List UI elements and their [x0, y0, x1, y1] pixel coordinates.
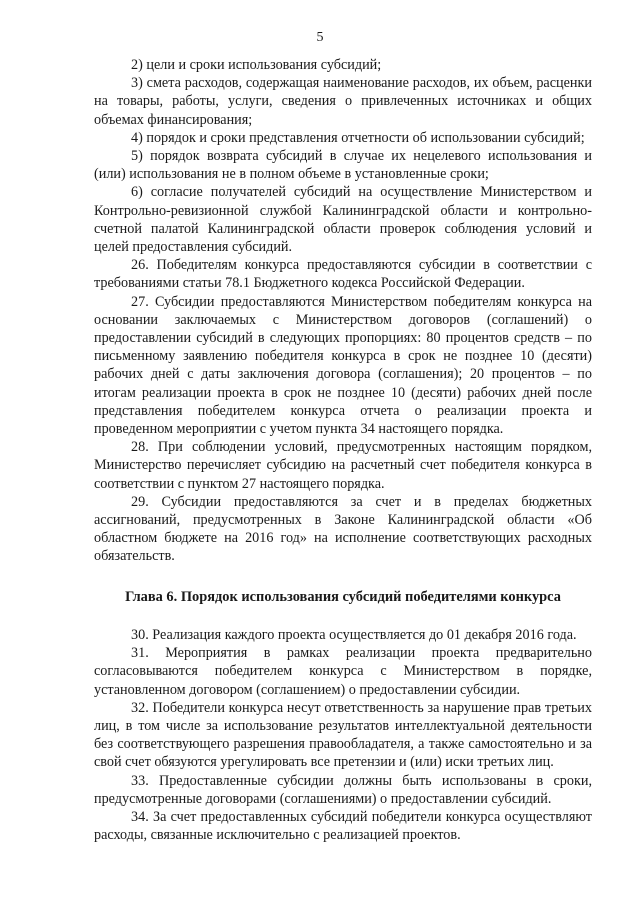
chapter-heading: Глава 6. Порядок использования субсидий победителями конкурса — [125, 588, 561, 605]
list-item-5: 5) порядок возврата субсидий в случае их нецелевого использования и (или) использования не в полном объеме в установленные сроки; — [94, 148, 592, 183]
list-item-2: 2) цели и сроки использования субсидий; — [131, 57, 382, 73]
list-item-3: 3) смета расходов, содержащая наименование расходов, их объем, расценки на товары, работы, услуги, сведения о привлеченных источниках и общих объемах финансирования; — [94, 75, 592, 128]
list-item-4: 4) порядок и сроки представления отчетности об использовании субсидий; — [131, 129, 585, 146]
page-number: 5 — [316, 30, 324, 45]
clause-30: 30. Реализация каждого проекта осуществляется до 01 декабря 2016 года. — [131, 626, 577, 643]
clause-32: 32. Победители конкурса несут ответственность за нарушение прав третьих лиц, в том числе за использование результатов интеллектуальной деятельности без соответствующего разрешения правообладателя, а также самостоятельно и за свой счет обязуются урегулировать все претензии и (или) иски третьих лиц. — [94, 699, 592, 771]
clause-26: 26. Победителям конкурса предоставляются субсидии в соответствии с требованиями статьи 78.1 Бюджетного кодекса Российской Федерации. — [94, 257, 592, 292]
clause-28: 28. При соблюдении условий, предусмотренных настоящим порядком, Министерство перечисляет субсидию на расчетный счет победителя конкурса в соответствии с пунктом 27 настоящего порядка. — [94, 439, 592, 492]
clause-27: 27. Субсидии предоставляются Министерством победителям конкурса на основании заключаемых с Министерством договоров (соглашений) о предоставлении субсидий в следующих пропорциях: 80 процентов средств – по письменному заявлению победителя конкурса в срок не позднее 10 (десяти) рабочих дней с даты заключения договора (соглашения); 20 процентов – по итогам реализации проекта в срок не позднее 10 (десяти) рабочих дней после представления победителем конкурса отчета о реализации проекта и проведенном мероприятии с учетом пункта 34 настоящего порядка. — [94, 293, 592, 438]
clause-33: 33. Предоставленные субсидии должны быть использованы в сроки, предусмотренные договорами (соглашениями) о предоставлении субсидий. — [94, 772, 592, 807]
list-item-6: 6) согласие получателей субсидий на осуществление Министерством и Контрольно-ревизионной службой Калининградской области и контрольно-счетной палатой Калининградской области проверок соблюдения условий и целей предоставления субсидий. — [94, 184, 592, 256]
clause-29: 29. Субсидии предоставляются за счет и в пределах бюджетных ассигнований, предусмотренных в Законе Калининградской области «Об областном бюджете на 2016 год» на исполнение соответствующих расходных обязательств. — [94, 493, 592, 565]
document-body — [94, 56, 592, 844]
clause-34: 34. За счет предоставленных субсидий победители конкурса осуществляют расходы, связанные исключительно с реализацией проектов. — [94, 808, 592, 844]
clause-31: 31. Мероприятия в рамках реализации проекта предварительно согласовываются победителем конкурса с Министерством в порядке, установленном договором (соглашением) о предоставлении субсидии. — [94, 645, 592, 698]
